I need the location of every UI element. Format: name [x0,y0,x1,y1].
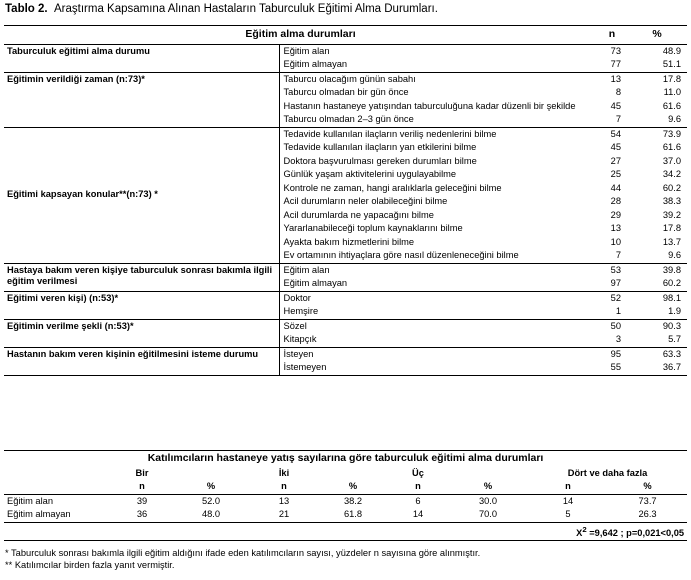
option-label: Acil durumlarda ne yapacağını bilme [279,209,597,223]
table-row [4,347,687,361]
option-label: Eğitim almayan [279,58,597,72]
percent-cell: 26.3 [638,509,657,519]
table-row [4,291,687,305]
group-header: Bir [135,467,149,478]
admission-count-table [4,450,687,541]
count-cell: 97 [610,278,621,288]
footnote: ** Katılımcılar birden fazla yanıt vermiştir. [5,559,175,570]
table-caption [5,3,438,15]
percent-cell: 61.6 [662,100,681,111]
option-label: Kontrole ne zaman, hangi aralıklarla geleceğini bilme [279,182,597,196]
group-header: Dört ve daha fazla [567,467,648,478]
option-label: İsteyen [279,347,597,361]
count-cell: 5 [565,509,571,519]
option-label: Eğitim alan [279,263,597,277]
option-label: Eğitim alan [279,44,597,58]
option-label: Ev ortamının ihtiyaçlara göre nasıl düzenleneceğini bilme [279,249,597,263]
count-cell: 39 [136,495,148,506]
caption-label: Tablo 2. [5,3,48,15]
sub-header-n: n [415,481,421,491]
percent-cell: 38.3 [662,196,681,206]
option-label: Eğitim almayan [279,277,597,291]
count-cell: 1 [615,306,621,316]
row-label: Eğitim almayan [7,509,71,519]
count-cell: 45 [610,100,621,111]
option-label: Sözel [279,319,597,333]
percent-cell: 73.7 [638,495,657,506]
caption-text: Araştırma Kapsamına Alınan Hastaların Taburculuk Eğitimi Alma Durumları. [54,3,438,15]
percent-cell: 30.0 [478,495,498,506]
percent-cell: 70.0 [478,509,498,519]
count-cell: 13 [610,73,621,84]
table1-header-pct: % [652,28,662,40]
percent-cell: 5.7 [668,334,681,344]
count-cell: 7 [615,114,621,124]
percent-cell: 39.8 [662,264,681,275]
option-label: Ayakta bakım hizmetlerini bilme [279,236,597,250]
percent-cell: 48.9 [662,45,681,56]
row-label: Eğitim alan [7,495,53,506]
option-label: Tedavide kullanılan ilaçların veriliş nedenlerini bilme [279,127,597,141]
percent-cell: 37.0 [662,155,681,166]
table-row [4,72,687,86]
percent-cell: 51.1 [662,59,681,69]
percent-cell: 73.9 [662,128,681,139]
percent-cell: 60.2 [662,278,681,288]
group-header: İki [278,467,290,478]
count-cell: 21 [278,509,290,519]
percent-cell: 63.3 [662,348,681,359]
percent-cell: 61.6 [662,142,681,152]
count-cell: 13 [610,223,621,233]
group-label: Eğitimi veren kişi) (n:53)* [7,292,119,303]
table2-title: Katılımcıların hastaneye yatış sayılarına göre taburculuk eğitimi alma durumları [147,452,544,464]
percent-cell: 61.8 [343,509,363,519]
percent-cell: 17.8 [662,73,681,84]
percent-cell: 38.2 [343,495,363,506]
count-cell: 73 [610,45,621,56]
group-label: Hastanın bakım veren kişinin eğitilmesini isteme durumu [7,348,259,359]
group-label: Taburculuk eğitimi alma durumu [7,45,150,56]
count-cell: 44 [610,182,621,193]
table-row [4,44,687,58]
chi-square-result: $X^2 =9,642$ ; p=0,021<0,05 [576,524,685,538]
count-cell: 77 [610,59,621,69]
percent-cell: 98.1 [662,292,681,303]
percent-cell: 60.2 [662,182,681,193]
table1-header-n: n [608,28,616,40]
option-label: Acil durumların neler olabileceğini bilme [279,195,597,209]
option-label: Hastanın hastaneye yatışından taburculuğuna kadar düzenli bir şekilde [279,100,597,114]
percent-cell: 9.6 [668,250,681,260]
sub-header-pct: % [206,481,216,491]
sub-header-n: n [565,481,571,491]
count-cell: 53 [610,264,621,275]
count-cell: 55 [610,362,621,372]
count-cell: 54 [610,128,621,139]
sub-header-n: n [281,481,287,491]
sub-header-pct: % [348,481,358,491]
option-label: İstemeyen [279,361,597,375]
percent-cell: 9.6 [668,114,681,124]
count-cell: 3 [615,334,621,344]
group-label: Eğitimin verilme şekli (n:53)* [7,320,134,331]
count-cell: 50 [610,320,621,331]
education-status-table [4,25,687,376]
table-row [4,494,687,508]
count-cell: 10 [610,236,621,247]
option-label: Taburcu olmadan 2–3 gün önce [279,113,597,127]
count-cell: 45 [610,142,621,152]
count-cell: 25 [610,169,621,179]
count-cell: 29 [610,209,621,220]
footnotes [5,548,480,571]
count-cell: 7 [615,250,621,260]
group-label: Eğitimin verildiği zaman (n:73)* [7,73,145,84]
table-row [4,263,687,277]
option-label: Doktor [279,291,597,305]
option-label: Günlük yaşam aktivitelerini uygulayabilme [279,168,597,182]
group-header: Üç [412,467,424,478]
percent-cell: 52.0 [201,495,221,506]
count-cell: 28 [610,196,621,206]
percent-cell: 17.8 [662,223,681,233]
count-cell: 27 [610,155,621,166]
sub-header-pct: % [643,481,652,491]
group-label: Hastaya bakım veren kişiye taburculuk sonrası bakımla ilgili eğitim verilmesi [7,264,273,286]
count-cell: 13 [278,495,290,506]
percent-cell: 36.7 [662,362,681,372]
percent-cell: 11.0 [663,87,681,97]
option-label: Hemşire [279,305,597,319]
percent-cell: 34.2 [662,169,681,179]
percent-cell: 13.7 [662,236,681,247]
percent-cell: 48.0 [201,509,221,519]
option-label: Yararlanabileceği toplum kaynaklarını bilme [279,222,597,236]
percent-cell: 39.2 [662,209,681,220]
option-label: Tedavide kullanılan ilaçların yan etkilerini bilme [279,141,597,155]
table-row [4,508,687,522]
group-label: Eğitimi kapsayan konular**(n:73) * [7,189,158,200]
count-cell: 95 [610,348,621,359]
option-label: Taburcu olmadan bir gün önce [279,86,597,100]
table1-header-title: Eğitim alma durumları [245,28,356,40]
option-label: Doktora başvurulması gereken durumları bilme [279,155,597,169]
sub-header-n: n [139,481,145,491]
count-cell: 36 [136,509,148,519]
sub-header-pct: % [483,481,493,491]
percent-cell: 90.3 [662,320,681,331]
table-row [4,127,687,141]
count-cell: 14 [562,495,574,506]
count-cell: 6 [415,495,421,506]
table-row [4,319,687,333]
footnote: * Taburculuk sonrası bakımla ilgili eğitim aldığını ifade eden katılımcıların sayısı, yüzdeler n sayısına göre alınmıştır. [5,548,481,558]
percent-cell: 1.9 [668,306,681,316]
count-cell: 52 [610,292,621,303]
count-cell: 8 [615,87,621,97]
option-label: Taburcu olacağım günün sabahı [279,72,597,86]
option-label: Kitapçık [279,333,597,347]
count-cell: 14 [412,509,424,519]
